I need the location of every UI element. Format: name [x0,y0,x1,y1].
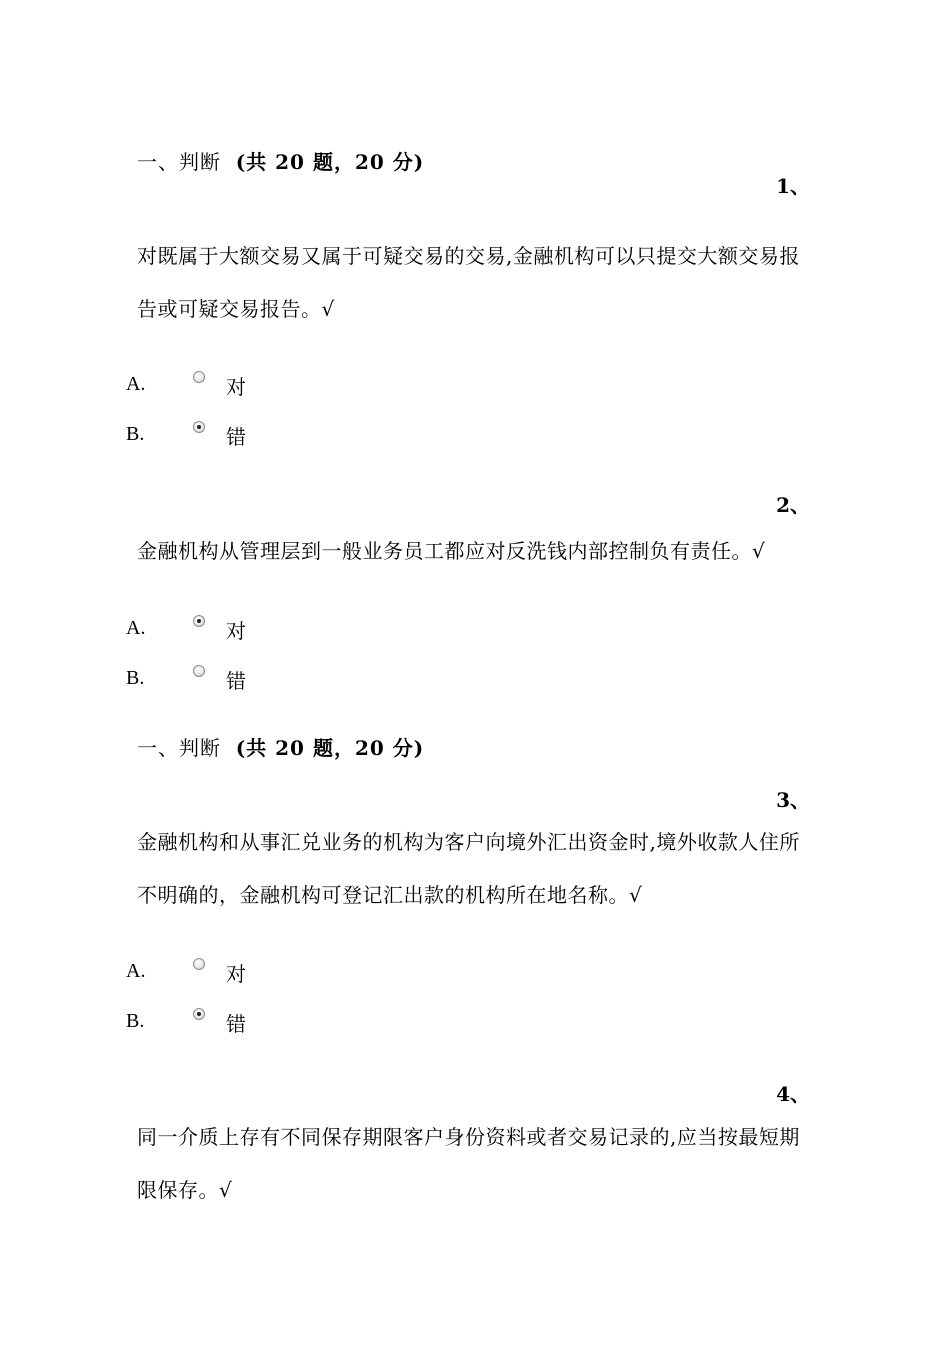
option-label: 错 [226,669,246,693]
option-radio[interactable] [193,371,205,383]
question-number: 3、 [776,788,810,812]
section-title-detail: (共 20 题，20 分) [235,150,425,174]
section-title-prefix: 一、判断 [137,150,221,174]
question-number: 1、 [776,174,810,198]
section-title-prefix: 一、判断 [137,736,221,760]
section-title-detail: (共 20 题，20 分) [235,736,425,760]
option-label: 错 [226,1012,246,1036]
section-title [137,146,424,175]
option-letter: A. [126,373,146,395]
question-number: 4、 [776,1082,810,1106]
option-label: 对 [226,375,246,399]
option-radio-selected[interactable] [193,615,205,627]
option-letter: A. [126,960,146,982]
radio-dot [197,1012,201,1016]
option-label: 错 [226,425,246,449]
option-radio-selected[interactable] [193,1008,205,1020]
radio-dot [197,619,201,623]
option-letter: B. [126,1010,145,1032]
question-text: 对既属于大额交易又属于可疑交易的交易,金融机构可以只提交大额交易报告或可疑交易报告。√ [137,244,800,321]
option-label: 对 [226,619,246,643]
question-text: 金融机构和从事汇兑业务的机构为客户向境外汇出资金时,境外收款人住所不明确的，金融机构可登记汇出款的机构所在地名称。√ [137,830,800,907]
option-letter: A. [126,617,146,639]
question-number: 2、 [776,493,810,517]
option-radio[interactable] [193,958,205,970]
question-text: 金融机构从管理层到一般业务员工都应对反洗钱内部控制负有责任。√ [137,539,766,563]
option-label: 对 [226,962,246,986]
section-title [137,732,424,761]
option-radio[interactable] [193,665,205,677]
option-letter: B. [126,667,145,689]
option-radio-selected[interactable] [193,421,205,433]
radio-dot [197,425,201,429]
question-text: 同一介质上存有不同保存期限客户身份资料或者交易记录的,应当按最短期限保存。√ [137,1125,800,1202]
option-letter: B. [126,423,145,445]
